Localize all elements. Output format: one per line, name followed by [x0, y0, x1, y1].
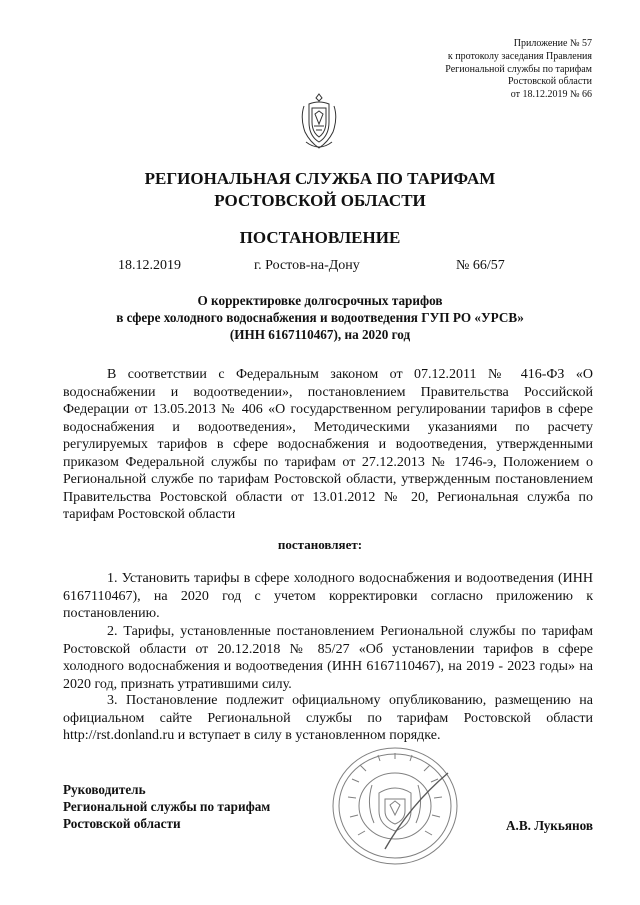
item-3-paragraph: 3. Постановление подлежит официальному опубликованию, размещению на официальном сайте Региональной службы по тарифам Ростовской области http://rst.donland.ru и вступает в силу в установленном порядке. [63, 693, 593, 743]
subject-line: в сфере холодного водоснабжения и водоотведения ГУП РО «УРСВ» [116, 310, 524, 325]
annex-reference [332, 38, 592, 102]
signatory-position [63, 781, 270, 832]
organization-title [0, 168, 640, 212]
subject-line: (ИНН 6167110467), на 2020 год [229, 327, 411, 342]
official-seal [330, 745, 460, 867]
organization-title-line: РЕГИОНАЛЬНАЯ СЛУЖБА ПО ТАРИФАМ [144, 169, 496, 188]
annex-line: Приложение № 57 [513, 38, 592, 49]
subject-line: О корректировке долгосрочных тарифов [197, 293, 443, 308]
legal-basis-paragraph: В соответствии с Федеральным законом от 07.12.2011 № 416-ФЗ «О водоснабжении и водоотведении», постановлением Правительства Российской Федерации от 13.05.2013 № 406 «О государственном регулировании тарифов в сфере водоснабжения и водоотведения», Методическими указаниями по расчету регулируемых тарифов в сфере водоснабжения и водоотведения, утвержденными приказом Федеральной службы по тарифам от 27.12.2013 № 1746-э, Положением о Региональной службе по тарифам Ростовской области, утвержденным постановлением Правительства Ростовской области от 13.01.2012 № 20, Региональная служба по тарифам Ростовской области [63, 367, 593, 522]
signatory-position-line: Руководитель [63, 782, 146, 797]
document-number: № 66/57 [456, 258, 505, 273]
document-date: 18.12.2019 [118, 258, 181, 273]
document-type: ПОСТАНОВЛЕНИЕ [239, 228, 401, 247]
annex-line: Региональной службы по тарифам [445, 63, 592, 75]
annex-line: от 18.12.2019 № 66 [510, 89, 592, 101]
organization-title-line: РОСТОВСКОЙ ОБЛАСТИ [214, 191, 426, 210]
item-2-paragraph: 2. Тарифы, установленные постановлением Региональной службы по тарифам Ростовской области от 20.12.2018 № 85/27 «Об установлении тарифов в сфере холодного водоснабжения и водоотведения (ИНН 6167110467), на 2019 - 2023 годы» на 2020 год, признать утратившими силу. [63, 624, 593, 692]
document-subject [0, 292, 640, 343]
item-1-paragraph: 1. Установить тарифы в сфере холодного водоснабжения и водоотведения (ИНН 6167110467), на 2020 год с учетом корректировки согласно приложению к постановлению. [63, 571, 593, 621]
signatory-name: А.В. Лукьянов [506, 818, 593, 833]
annex-line: Ростовской области [508, 76, 592, 88]
decree-word: постановляет: [277, 537, 363, 552]
signatory-position-line: Ростовской области [63, 816, 181, 831]
annex-line: к протоколу заседания Правления [447, 50, 592, 62]
signatory-position-line: Региональной службы по тарифам [63, 799, 271, 814]
coat-of-arms-icon [296, 92, 342, 152]
document-city: г. Ростов-на-Дону [254, 258, 360, 273]
